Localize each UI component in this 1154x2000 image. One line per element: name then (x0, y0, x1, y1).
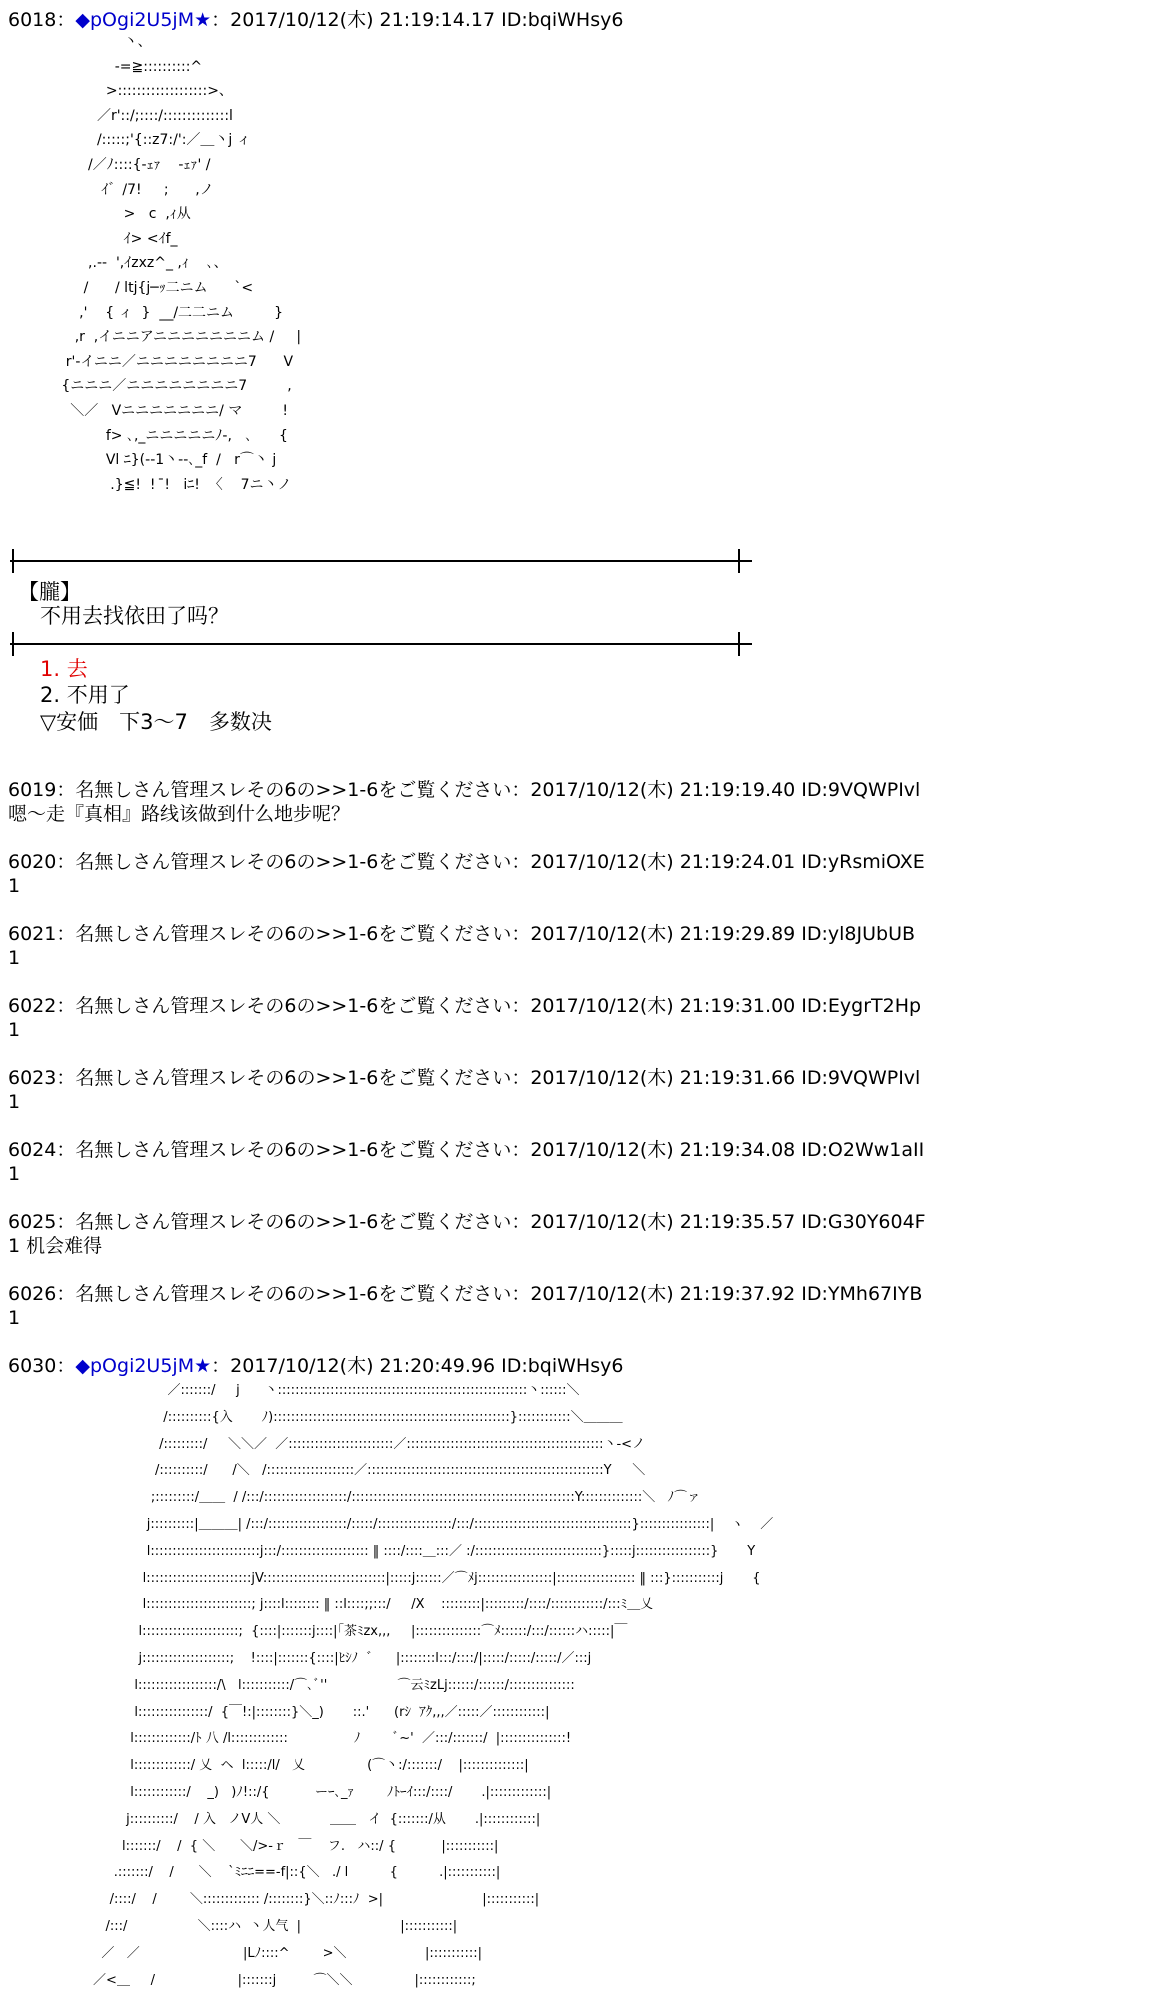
reply-body: 1 (8, 875, 21, 897)
reply-header: 6026：名無しさん管理スレその6の>>1-6をご覧ください：2017/10/12(木) 21:19:37.92 ID:YMh67IYB (8, 1283, 923, 1305)
post-number: 6030 (8, 1355, 57, 1377)
choice-1: 1. 去 (40, 657, 88, 681)
divider-top (10, 560, 752, 562)
reply-body: 1 (8, 947, 21, 969)
reply-header: 6022：名無しさん管理スレその6の>>1-6をご覧ください：2017/10/12(木) 21:19:31.00 ID:EygrT2Hp (8, 995, 922, 1017)
tripcode[interactable]: ◆pOgi2U5jM★ (75, 9, 212, 31)
divider-cap (738, 549, 740, 573)
post-number: 6018 (8, 9, 57, 31)
reply-body: 1 (8, 1163, 21, 1185)
reply-body: 1 (8, 1307, 21, 1329)
reply-header: 6023：名無しさん管理スレその6の>>1-6をご覧ください：2017/10/12(木) 21:19:31.66 ID:9VQWPIvl (8, 1067, 921, 1089)
reply-body: 1 (8, 1091, 21, 1113)
post-header (8, 8, 623, 32)
reply-header: 6024：名無しさん管理スレその6の>>1-6をご覧ください：2017/10/12(木) 21:19:34.08 ID:O2Ww1aII (8, 1139, 925, 1161)
reply-body: 1 (8, 1019, 21, 1041)
post-date-id: ：2017/10/12(木) 21:20:49.96 ID:bqiWHsy6 (211, 1355, 624, 1377)
divider-cap (12, 632, 14, 656)
divider-cap (738, 632, 740, 656)
post-date-id: ：2017/10/12(木) 21:19:14.17 ID:bqiWHsy6 (211, 9, 624, 31)
divider-cap (12, 549, 14, 573)
ascii-art: 丶、 -=≧::::::::::^ >:::::::::::::::::::>、 ／r'::/;::::/::::::::::::::l /:::::;'{::z7:/':／＿丶j ィ /／ﾉ::::{-ｪｧ -ｪｧ' / ｲ゛/7! ; ,ノ > c ,ｨ从 ｲ> <ｲf_ ,.-- ',ｲzxz^_ ,ｨ ､、 / / ltj{j─ｯ二ニム `< ,' { ィ } __/二二ニム } ,r ,イニニアニニニニニニニム / | r'-イニニ／ニニニニニニニニ7 V {ニニニ／ニニニニニニニニ7 , ＼／ Vニニニニニニニ/ マ ! f> ､,_ニニニニニﾉ-, ､ { Vl ﾆ}(--1丶--､_f / r⌒丶 j .}≦! ! ̄! iﾆ! 〈 7ニ丶ノ (61, 34, 302, 493)
speaker-name: 【朧】 (18, 580, 81, 604)
choice-2: 2. 不用了 (40, 683, 130, 707)
ascii-art: ／:::::::/ j 丶:::::::::::::::::::::::::::::::::::::::::::::::::::::::::丶::::::＼ /::::::::::{入 ﾉ)::::::::::::::::::::::::::::::::::::::::::::::::::::::}::::::::::::＼＿＿＿ /:::::::::/ ＼＼／ ／::::::::::::::::::::::::／:::::::::::::::::::::::::::::::::::::::::::::丶-<ノ /::::::::::/ /＼ /::::::::::::::::::::／::::::::::::::::::::::::::::::::::::::::::::::::::::::Y ＼ ;:::::::::/＿＿ / /:::/:::::::::::::::::::/:::::::::::::::::::::::::::::::::::::::::::::::::::Y::::::::::::::＼ ﾉ⌒ァ j::::::::::|＿＿＿| /:::/::::::::::::::::::/:::::/:::::::::::::::::/:::/::::::::::::::::::::::::::::::::::::}::::::::::::::::| ヽ ／ l:::::::::::::::::::::::::j:::/:::::::::::::::::::: ‖ ::::/::::＿:::／ :/:::::::::::::::::::::::::::::}:::::j:::::::::::::::::} Y l::::::::::::::::::::::::jV::::::::::::::::::::::::::::|:::::j::::::／⌒ﾒj:::::::::::::::::|:::::::::::::::::: ‖ :::}:::::::::::j { l::::::::::::::::::::::::; j::::l:::::::: ‖ ::l::::;;:::/ /X :::::::::|:::::::::/::::/::::::::::::/:::ﾐ＿乂 l::::::::::::::::::::::; {::::|:::::::j::::|｢茶ﾐzx,,, |:::::::::::::::⌒ﾒ::::::/:::/::::::ハ:::::|￣ j::::::::::::::::::::; !::::|:::::::{::::|ﾋｼﾉ ゛ |::::::::l:::/::::/|:::::/:::::/:::::/／:::j l::::::::::::::::::/\ l:::::::::::/⌒､ﾞ'' ⌒云ﾐzLj::::::/::::::/::::::::::::::: l::::::::::::::::/ {￣!:|::::::::}＼_) ::.' (rｼ ｱｸ,,,／:::::／::::::::::::| l:::::::::::::/ﾄ 八 /l::::::::::::: ﾉ ﾞ~' ／:::/:::::::/ |:::::::::::::::! l:::::::::::::/ 乂 ヘ l:::::/l/ 乂 (⌒丶:/:::::::/ |::::::::::::::| l::::::::::::/ _) )ﾉ!::/{ ーｰ､_ｧ ﾉﾄｰｲ:::/::::/ .|:::::::::::::| j::::::::::/ / 入 ノV人 ＼ ＿＿ イ {:::::::/从 .|::::::::::::| l:::::::/ / { ＼ ＼/>-ｒ ￣ フ. ハ::/ { |:::::::::::| .:::::::/ / ＼ `ﾐﾆﾆ==-f|::{＼ ./ l { .|:::::::::::| /::::/ / ＼::::::::::::: /::::::::}＼::ﾉ:::ﾉ >| |:::::::::::| /:::/ ＼::::ハ 丶人气 | |:::::::::::| ／ ／ |Lﾉ::::^ >＼ |:::::::::::| ／<＿ / |:::::::j ⌒＼＼ |::::::::::::; (93, 1383, 774, 1988)
reply-body: 嗯〜走『真相』路线该做到什么地步呢？ (8, 803, 351, 825)
reply-header: 6020：名無しさん管理スレその6の>>1-6をご覧ください：2017/10/12(木) 21:19:24.01 ID:yRsmiOXE (8, 851, 925, 873)
divider-bottom (10, 643, 752, 645)
separator: ： (56, 9, 76, 31)
reply-header: 6019：名無しさん管理スレその6の>>1-6をご覧ください：2017/10/12(木) 21:19:19.40 ID:9VQWPIvl (8, 779, 921, 801)
post-header (8, 1354, 623, 1378)
separator: ： (56, 1355, 76, 1377)
tripcode[interactable]: ◆pOgi2U5jM★ (75, 1355, 212, 1377)
reply-header: 6021：名無しさん管理スレその6の>>1-6をご覧ください：2017/10/12(木) 21:19:29.89 ID:yl8JUbUB (8, 923, 916, 945)
dialogue-line: 不用去找依田了吗？ (40, 604, 229, 628)
reply-body: 1 机会难得 (8, 1235, 103, 1257)
vote-instruction: ▽安価 下3〜7 多数决 (40, 710, 272, 734)
reply-header: 6025：名無しさん管理スレその6の>>1-6をご覧ください：2017/10/12(木) 21:19:35.57 ID:G30Y604F (8, 1211, 926, 1233)
